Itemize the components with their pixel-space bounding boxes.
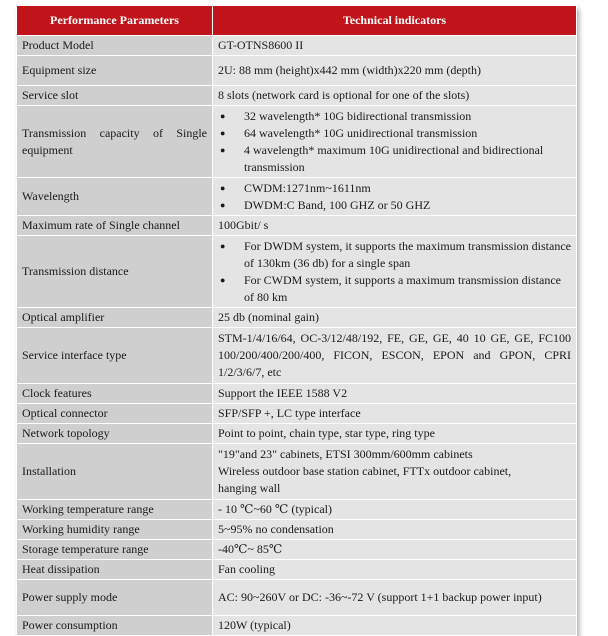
- table-header-row: [17, 6, 577, 36]
- param-cell: Installation: [17, 444, 213, 500]
- list-item: ● 32 wavelength* 10G bidirectional transmission: [218, 108, 571, 125]
- value-cell: -40℃~ 85℃: [213, 540, 577, 560]
- list-item: ● DWDM:C Band, 100 GHZ or 50 GHZ: [218, 197, 571, 214]
- table-row: [17, 216, 577, 236]
- spec-table-container: [16, 5, 576, 636]
- value-cell: - 10 ℃~60 ℃ (typical): [213, 500, 577, 520]
- param-cell: Network topology: [17, 424, 213, 444]
- table-row: [17, 56, 577, 86]
- param-cell: Heat dissipation: [17, 560, 213, 580]
- table-row: [17, 178, 577, 216]
- value-cell: Point to point, chain type, star type, ring type: [213, 424, 577, 444]
- value-cell: 8 slots (network card is optional for one of the slots): [213, 86, 577, 106]
- table-row: [17, 36, 577, 56]
- table-row: [17, 328, 577, 384]
- table-row: [17, 86, 577, 106]
- param-cell: Transmission capacity of Single equipment: [17, 106, 213, 178]
- installation-line: hanging wall: [218, 481, 281, 495]
- list-item: ● For CWDM system, it supports a maximum transmission distance of 80 km: [218, 272, 571, 306]
- table-row: [17, 236, 577, 308]
- param-cell: Transmission distance: [17, 236, 213, 308]
- param-cell: Service slot: [17, 86, 213, 106]
- value-cell: 5~95% no condensation: [213, 520, 577, 540]
- value-cell: [213, 236, 577, 308]
- list-item: ● 4 wavelength* maximum 10G unidirectional and bidirectional transmission: [218, 142, 571, 176]
- value-cell: 120W (typical): [213, 616, 577, 636]
- param-cell: Clock features: [17, 384, 213, 404]
- table-row: [17, 540, 577, 560]
- value-cell: GT-OTNS8600 II: [213, 36, 577, 56]
- value-cell: SFP/SFP +, LC type interface: [213, 404, 577, 424]
- param-cell: Product Model: [17, 36, 213, 56]
- value-cell: Fan cooling: [213, 560, 577, 580]
- param-cell: Maximum rate of Single channel: [17, 216, 213, 236]
- table-row: [17, 520, 577, 540]
- value-cell: [213, 444, 577, 500]
- value-cell: [213, 106, 577, 178]
- table-row: [17, 580, 577, 616]
- param-cell: Storage temperature range: [17, 540, 213, 560]
- param-cell: Working humidity range: [17, 520, 213, 540]
- header-indicators: Technical indicators: [213, 6, 577, 36]
- table-row: [17, 424, 577, 444]
- table-row: [17, 560, 577, 580]
- list-item: ● 64 wavelength* 10G unidirectional transmission: [218, 125, 571, 142]
- table-row: [17, 500, 577, 520]
- bullet-list: [218, 238, 571, 306]
- param-cell: Working temperature range: [17, 500, 213, 520]
- list-item: ● For DWDM system, it supports the maximum transmission distance of 130km (36 db) for a single span: [218, 238, 571, 272]
- param-cell: Power supply mode: [17, 580, 213, 616]
- value-cell: 2U: 88 mm (height)x442 mm (width)x220 mm (depth): [213, 56, 577, 86]
- table-row: [17, 106, 577, 178]
- value-cell: STM-1/4/16/64, OC-3/12/48/192, FE, GE, GE, 40 10 GE, GE, FC100 100/200/400/200/400, FICON, ESCON, EPON and GPON, CPRI 1/2/3/6/7, etc: [213, 328, 577, 384]
- installation-line: "19"and 23" cabinets, ETSI 300mm/600mm cabinets: [218, 447, 473, 461]
- installation-line: Wireless outdoor base station cabinet, FTTx outdoor cabinet,: [218, 464, 512, 478]
- table-row: [17, 384, 577, 404]
- param-cell: Optical amplifier: [17, 308, 213, 328]
- value-cell: 25 db (nominal gain): [213, 308, 577, 328]
- table-row: [17, 616, 577, 636]
- table-row: [17, 308, 577, 328]
- param-cell: Equipment size: [17, 56, 213, 86]
- list-item: ● CWDM:1271nm~1611nm: [218, 180, 571, 197]
- value-cell: Support the IEEE 1588 V2: [213, 384, 577, 404]
- bullet-list: [218, 108, 571, 176]
- param-cell: Service interface type: [17, 328, 213, 384]
- table-row: [17, 404, 577, 424]
- value-cell: AC: 90~260V or DC: -36~-72 V (support 1+1 backup power input): [213, 580, 577, 616]
- value-cell: 100Gbit/ s: [213, 216, 577, 236]
- bullet-list: [218, 180, 571, 214]
- param-cell: Wavelength: [17, 178, 213, 216]
- param-cell: Optical connector: [17, 404, 213, 424]
- param-cell: Power consumption: [17, 616, 213, 636]
- spec-table: [16, 5, 577, 636]
- table-row: [17, 444, 577, 500]
- value-cell: [213, 178, 577, 216]
- header-parameters: Performance Parameters: [17, 6, 213, 36]
